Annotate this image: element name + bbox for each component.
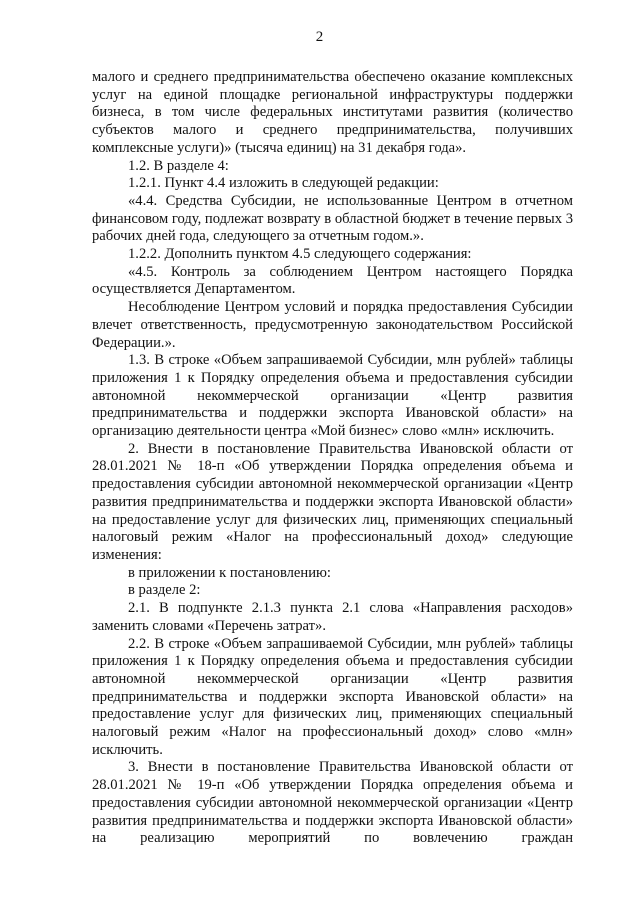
paragraph: малого и среднего предпринимательства обеспечено оказание комплексных услуг на единой площадке региональной инфраструктуры поддержки бизнеса, в том числе федеральных институтами развития (количество субъектов малого и среднего предпринимательства, получивших комплексные услуги)» (тысяча единиц) на 31 декабря года». [92,69,573,156]
paragraph: 2. Внести в постановление Правительства Ивановской области от 28.01.2021 № 18-п «Об утверждении Порядка определения объема и предоставления субсидии автономной некоммерческой организации «Центр развития предпринимательства и поддержки экспорта Ивановской области» на предоставление услуг для физических лиц, применяющих специальный налоговый режим «Налог на профессиональный доход» следующие изменения: [92,440,573,563]
paragraph: в разделе 2: [128,582,201,599]
paragraph: 1.3. В строке «Объем запрашиваемой Субсидии, млн рублей» таблицы приложения 1 к Порядку определения объема и предоставления субсидии автономной некоммерческой организации «Центр развития предпринимательства и поддержки экспорта Ивановской области» на организацию деятельности центра «Мой бизнес» слово «млн» исключить. [92,352,573,440]
paragraph: Несоблюдение Центром условий и порядка предоставления Субсидии влечет ответственность, предусмотренную законодательством Российской Федерации.». [92,299,573,351]
paragraph: «4.4. Средства Субсидии, не использованные Центром в отчетном финансовом году, подлежат возврату в областной бюджет в течение первых 3 рабочих дней года, следующего за отчетным годом.». [92,192,573,245]
paragraph: 3. Внести в постановление Правительства Ивановской области от 28.01.2021 № 19-п «Об утверждении Порядка определения объема и предоставления субсидии автономной некоммерческой организации «Центр развития предпринимательства и поддержки экспорта Ивановской области» на реализацию мероприятий по вовлечению граждан [92,759,573,847]
paragraph: в приложении к постановлению: [128,564,331,581]
paragraph: 2.2. В строке «Объем запрашиваемой Субсидии, млн рублей» таблицы приложения 1 к Порядку определения объема и предоставления субсидии автономной некоммерческой организации «Центр развития предпринимательства и поддержки экспорта Ивановской области» на предоставление услуг для физических лиц, применяющих специальный налоговый режим «Налог на профессиональный доход» слово «млн» исключить. [92,635,573,758]
paragraph: «4.5. Контроль за соблюдением Центром настоящего Порядка осуществляется Департаментом. [92,263,573,298]
paragraph: 1.2.2. Дополнить пунктом 4.5 следующего содержания: [128,246,472,263]
page-number: 2 [315,29,324,45]
paragraph: 1.2.1. Пункт 4.4 изложить в следующей редакции: [128,175,439,192]
paragraph: 1.2. В разделе 4: [128,157,229,174]
paragraph: 2.1. В подпункте 2.1.3 пункта 2.1 слова «Направления расходов» заменить словами «Перечень затрат». [92,600,573,634]
document-body [92,69,573,848]
